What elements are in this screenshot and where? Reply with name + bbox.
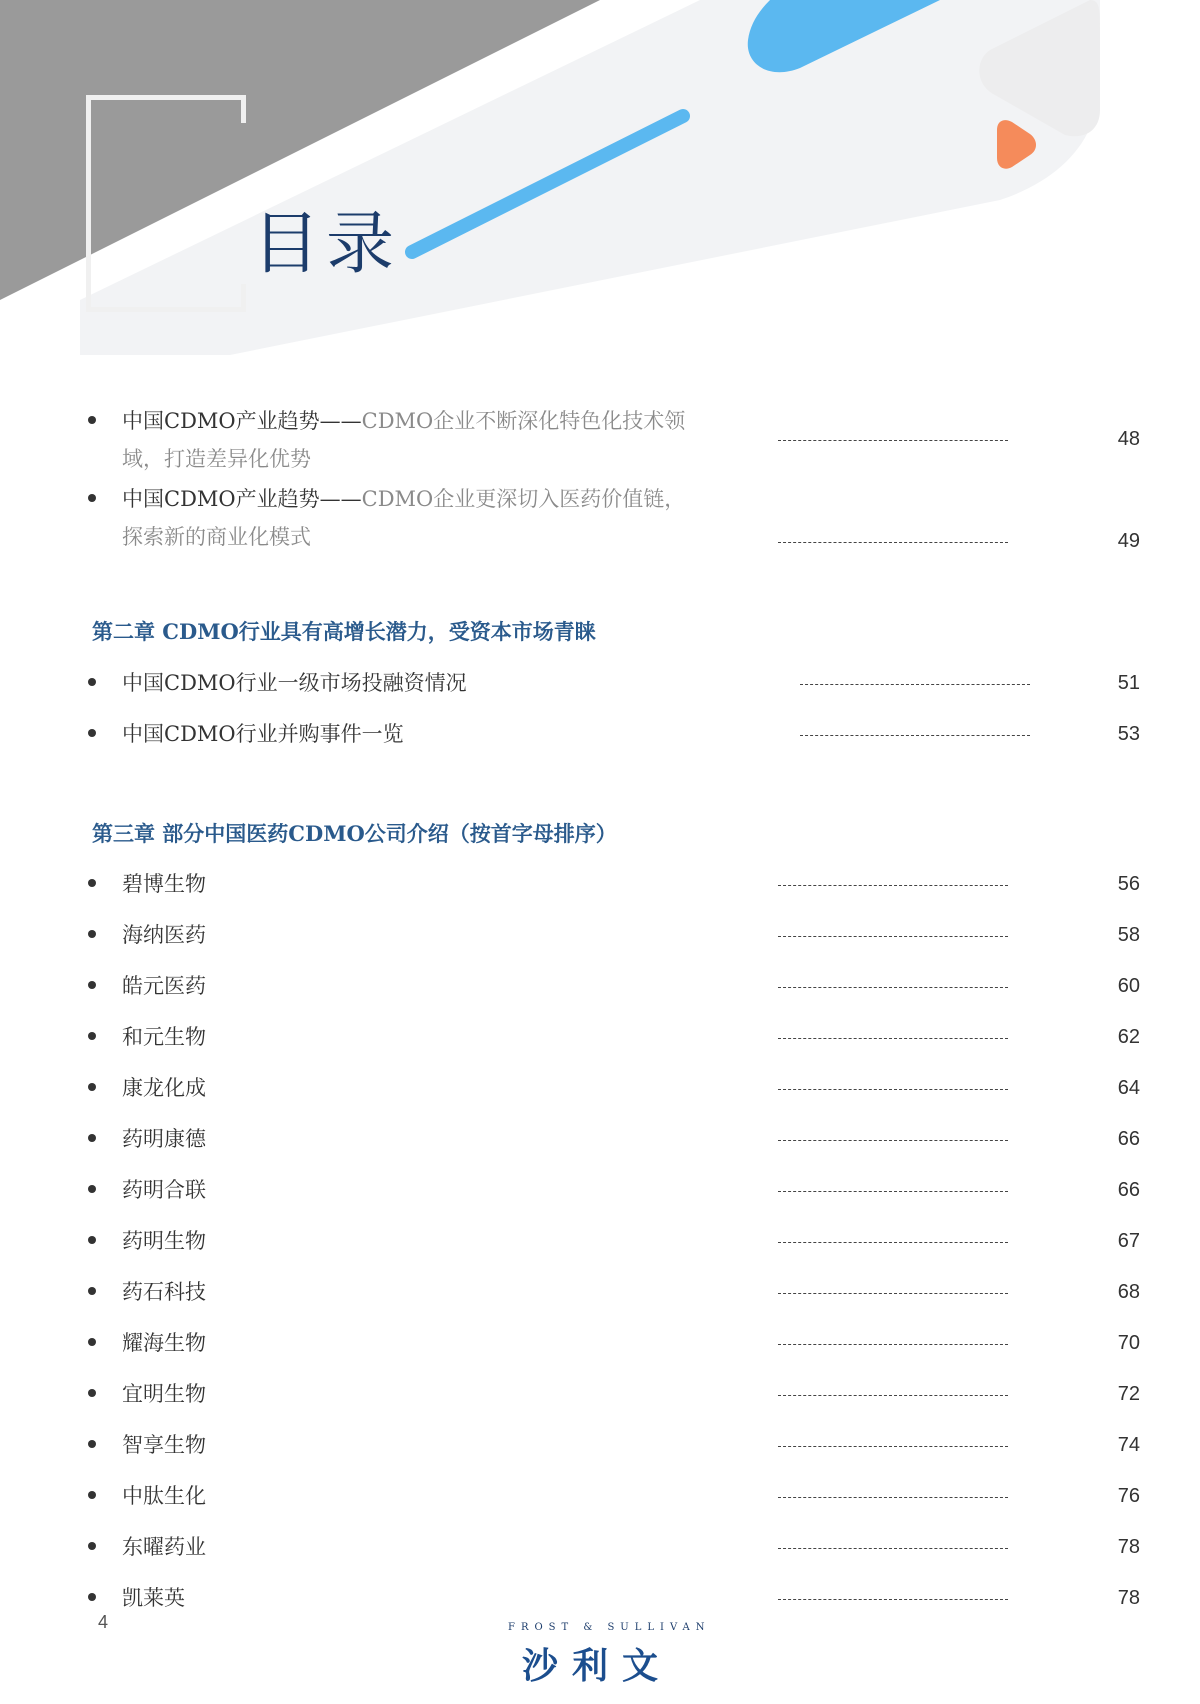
page-number: 56 [1117,873,1140,895]
bullet [88,1542,96,1550]
toc-entry-label: 康龙化成 [122,1076,206,1100]
bullet [88,1491,96,1499]
bullet [88,1032,96,1040]
leader-dots [778,1293,1008,1294]
page-number: 53 [1117,723,1140,745]
bullet [88,930,96,938]
toc-entry-label: 海纳医药 [122,923,206,947]
toc-entry-label: 中国CDMO行业并购事件一览 [122,722,404,746]
leader-dots [778,885,1008,886]
leader-dots [778,440,1008,441]
page-number: 58 [1117,924,1140,946]
title-bracket-tick [241,284,246,312]
page-number: 67 [1117,1230,1140,1252]
footer-page-number: 4 [98,1612,109,1632]
logo-text-cn: 沙利文 [522,1646,673,1687]
toc-entry-label: 中国CDMO产业趋势——CDMO企业不断深化特色化技术领 [122,409,686,433]
logo-text-en: FROST & SULLIVAN [508,1622,711,1633]
toc-entry-label: 和元生物 [122,1025,206,1049]
page-number: 78 [1117,1536,1140,1558]
page-title: 目录 [252,205,401,284]
page-number: 51 [1117,672,1140,694]
bullet [88,981,96,989]
bullet [88,1185,96,1193]
bullet [88,879,96,887]
bullet [88,1134,96,1142]
leader-dots [778,1395,1008,1396]
page-number: 60 [1117,975,1140,997]
leader-dots [778,987,1008,988]
page-number: 49 [1117,530,1140,552]
toc-entry-label-line2: 域，打造差异化优势 [122,447,311,471]
chapter-heading[interactable]: 第三章 部分中国医药CDMO公司介绍（按首字母排序） [92,821,617,846]
leader-dots [778,1191,1008,1192]
toc-entry-label: 智享生物 [122,1433,206,1457]
bullet [88,729,96,737]
page-number: 66 [1117,1128,1140,1150]
toc-entry-label: 药明康德 [122,1127,206,1151]
bullet [88,1083,96,1091]
page-number: 68 [1117,1281,1140,1303]
page-number: 76 [1117,1485,1140,1507]
page-number: 78 [1117,1587,1140,1609]
leader-dots [778,1497,1008,1498]
toc-entry-label: 中国CDMO行业一级市场投融资情况 [122,671,467,695]
page-number: 74 [1117,1434,1140,1456]
page-number: 66 [1117,1179,1140,1201]
toc-entry-label: 中国CDMO产业趋势——CDMO企业更深切入医药价值链， [122,487,686,511]
toc-entry-label: 凯莱英 [122,1586,185,1610]
leader-dots [778,1344,1008,1345]
toc-entry-label: 碧博生物 [122,872,206,896]
title-bracket-tick [241,95,246,123]
chapter-heading[interactable]: 第二章 CDMO行业具有高增长潜力，受资本市场青睐 [92,619,596,644]
leader-dots [800,735,1030,736]
bullet [88,494,96,502]
leader-dots [778,1140,1008,1141]
leader-dots [778,1446,1008,1447]
bullet [88,1236,96,1244]
toc-entry-label: 药明生物 [122,1229,206,1253]
bullet [88,1287,96,1295]
bullet [88,678,96,686]
toc-entry-label: 药石科技 [122,1280,206,1304]
bullet [88,1593,96,1601]
leader-dots [778,1242,1008,1243]
title-bracket [86,95,246,312]
bullet [88,1440,96,1448]
leader-dots [778,1548,1008,1549]
page-number: 72 [1117,1383,1140,1405]
toc-entry-label: 药明合联 [122,1178,206,1202]
bullet [88,1338,96,1346]
page-number: 62 [1117,1026,1140,1048]
toc-entry-label-line2: 探索新的商业化模式 [122,525,311,549]
bullet [88,416,96,424]
page-number: 48 [1117,428,1140,450]
leader-dots [778,1038,1008,1039]
bullet [88,1389,96,1397]
toc-entry-label: 宜明生物 [122,1382,206,1406]
page-number: 64 [1117,1077,1140,1099]
toc-entry-label: 耀海生物 [122,1331,206,1355]
page-number: 70 [1117,1332,1140,1354]
toc-entry-label: 皓元医药 [122,974,206,998]
leader-dots [778,1089,1008,1090]
toc-entry-label: 中肽生化 [122,1484,206,1508]
leader-dots [800,684,1030,685]
toc-entry-label: 东曜药业 [122,1535,206,1559]
leader-dots [778,936,1008,937]
leader-dots [778,1599,1008,1600]
leader-dots [778,542,1008,543]
